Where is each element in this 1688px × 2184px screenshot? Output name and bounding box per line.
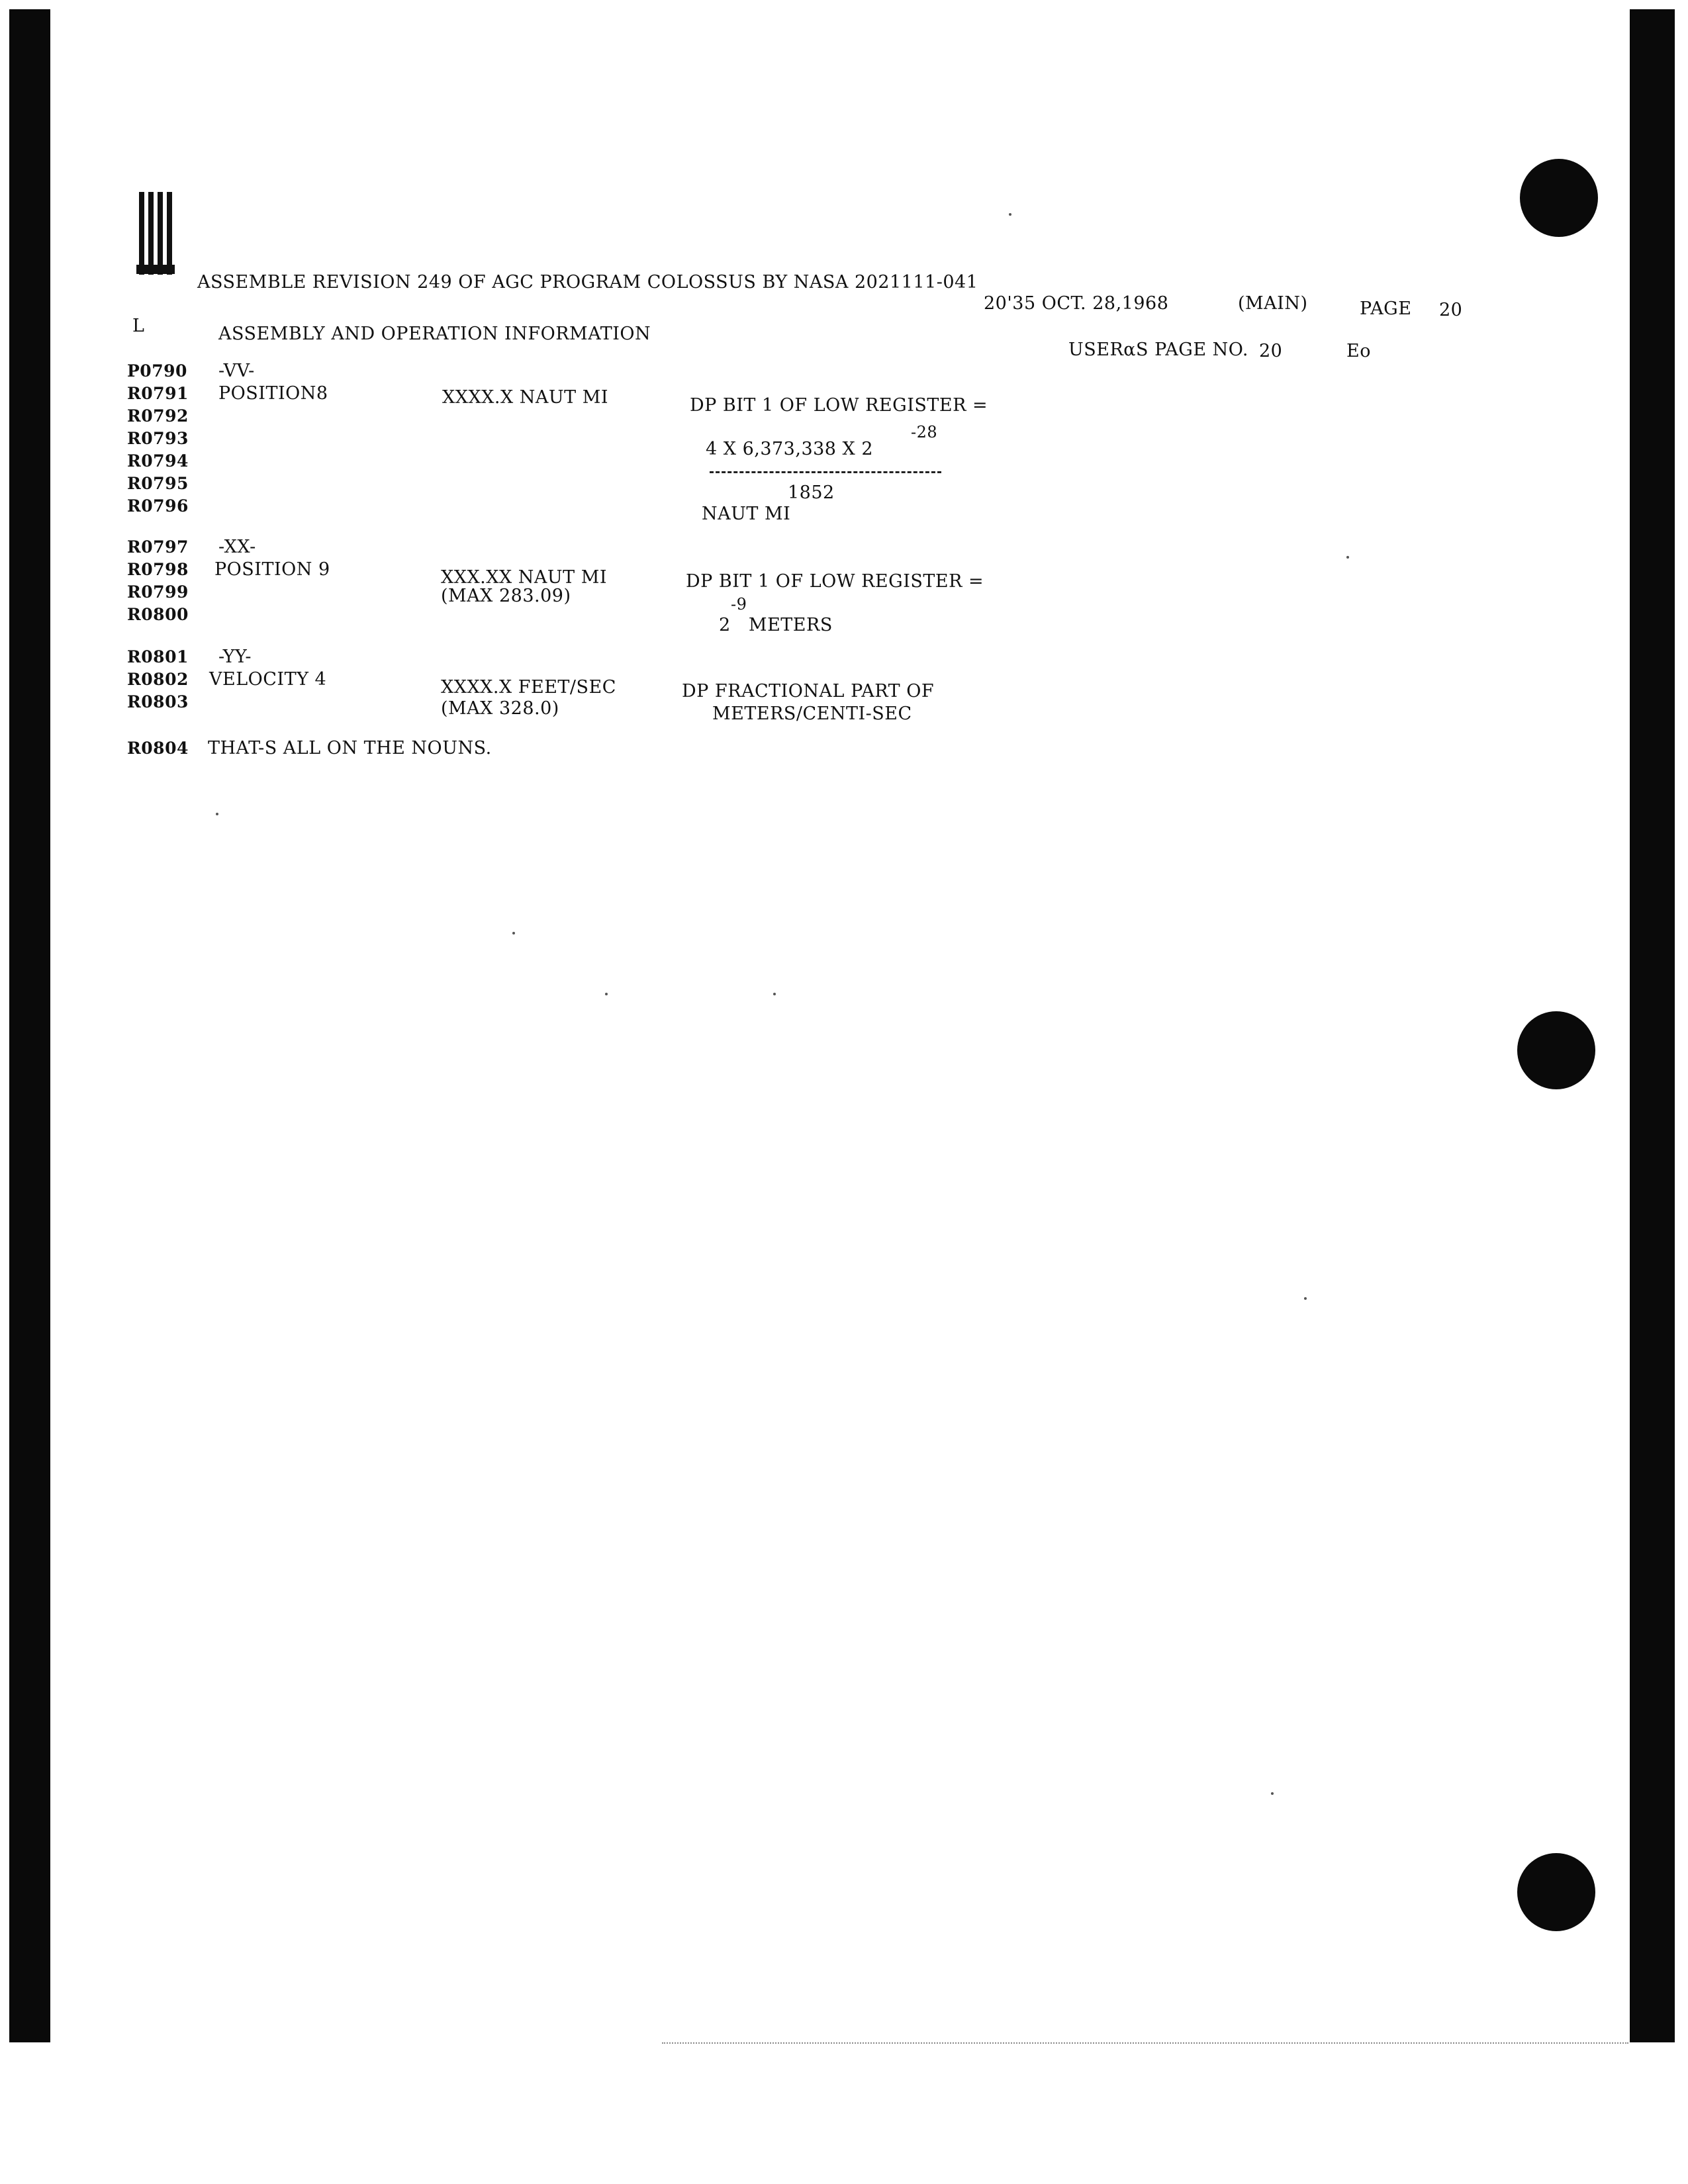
formula: 4 X 6,373,338 X 2 — [706, 439, 874, 459]
line-number: R0801 — [127, 647, 189, 666]
scan-speck — [1009, 213, 1011, 216]
scan-speck — [1304, 1297, 1307, 1300]
noun-name: POSITION 9 — [214, 559, 330, 580]
users-page-number: 20 — [1259, 341, 1283, 361]
line-number: R0804 — [127, 739, 189, 758]
scale-format: XXX.XX NAUT MI — [441, 567, 608, 588]
scale-format: XXXX.X FEET/SEC — [441, 677, 616, 698]
register-note: DP BIT 1 OF LOW REGISTER = — [690, 395, 988, 416]
left-scan-border — [9, 9, 50, 2042]
noun-marker: -XX- — [218, 537, 256, 557]
section-title: ASSEMBLY AND OPERATION INFORMATION — [218, 324, 651, 344]
assemble-header: ASSEMBLE REVISION 249 OF AGC PROGRAM COLOSSUS BY NASA 2021111-041 — [197, 272, 978, 293]
eo-mark: Eo — [1346, 341, 1371, 361]
line-number: R0800 — [127, 605, 189, 624]
closing-remark: THAT-S ALL ON THE NOUNS. — [208, 738, 492, 758]
scale-max: (MAX 328.0) — [441, 698, 559, 719]
line-number: R0794 — [127, 451, 189, 471]
assemble-datetime: 20'35 OCT. 28,1968 — [984, 293, 1169, 314]
main-label: (MAIN) — [1238, 293, 1308, 314]
line-number: R0791 — [127, 384, 189, 403]
scan-speck — [216, 813, 218, 815]
scale-max: (MAX 283.09) — [441, 586, 571, 606]
line-number: R0797 — [127, 537, 189, 557]
scan-speck — [605, 993, 608, 995]
l-marker: L — [132, 316, 145, 336]
exponent: -9 — [731, 595, 747, 614]
unit-label: NAUT MI — [702, 504, 791, 524]
line-number: R0799 — [127, 582, 189, 602]
line-number: R0796 — [127, 496, 189, 516]
line-number: R0803 — [127, 692, 189, 711]
noun-marker: -YY- — [218, 647, 252, 667]
scan-speck — [773, 993, 776, 995]
right-scan-border — [1630, 9, 1675, 2042]
register-note: DP BIT 1 OF LOW REGISTER = — [686, 571, 984, 592]
punch-hole-top — [1520, 159, 1598, 237]
line-number: R0802 — [127, 670, 189, 689]
line-number: R0795 — [127, 474, 189, 493]
line-number: R0793 — [127, 429, 189, 448]
noun-name: POSITION8 — [218, 383, 328, 404]
punch-hole-middle — [1517, 1011, 1595, 1089]
scan-speck — [1346, 556, 1349, 559]
tear-line — [662, 2042, 1628, 2045]
line-number: R0792 — [127, 406, 189, 426]
noun-marker: -VV- — [218, 361, 255, 381]
unit-label: 2 METERS — [719, 615, 833, 635]
noun-name: VELOCITY 4 — [209, 669, 327, 690]
fraction-line — [710, 471, 941, 473]
scan-speck — [512, 932, 515, 934]
line-number: P0790 — [127, 361, 187, 381]
divisor: 1852 — [788, 482, 835, 503]
scan-speck — [1271, 1792, 1274, 1795]
page-label: PAGE — [1360, 298, 1412, 319]
page-number: 20 — [1439, 300, 1463, 320]
printer-logo-icon — [136, 192, 176, 278]
exponent: -28 — [911, 423, 938, 441]
line-number: R0798 — [127, 560, 189, 579]
users-page-label: USERαS PAGE NO. — [1068, 340, 1248, 360]
unit-label: METERS/CENTI-SEC — [712, 704, 912, 724]
punch-hole-bottom — [1517, 1853, 1595, 1931]
scale-format: XXXX.X NAUT MI — [442, 387, 609, 408]
register-note: DP FRACTIONAL PART OF — [682, 681, 935, 702]
